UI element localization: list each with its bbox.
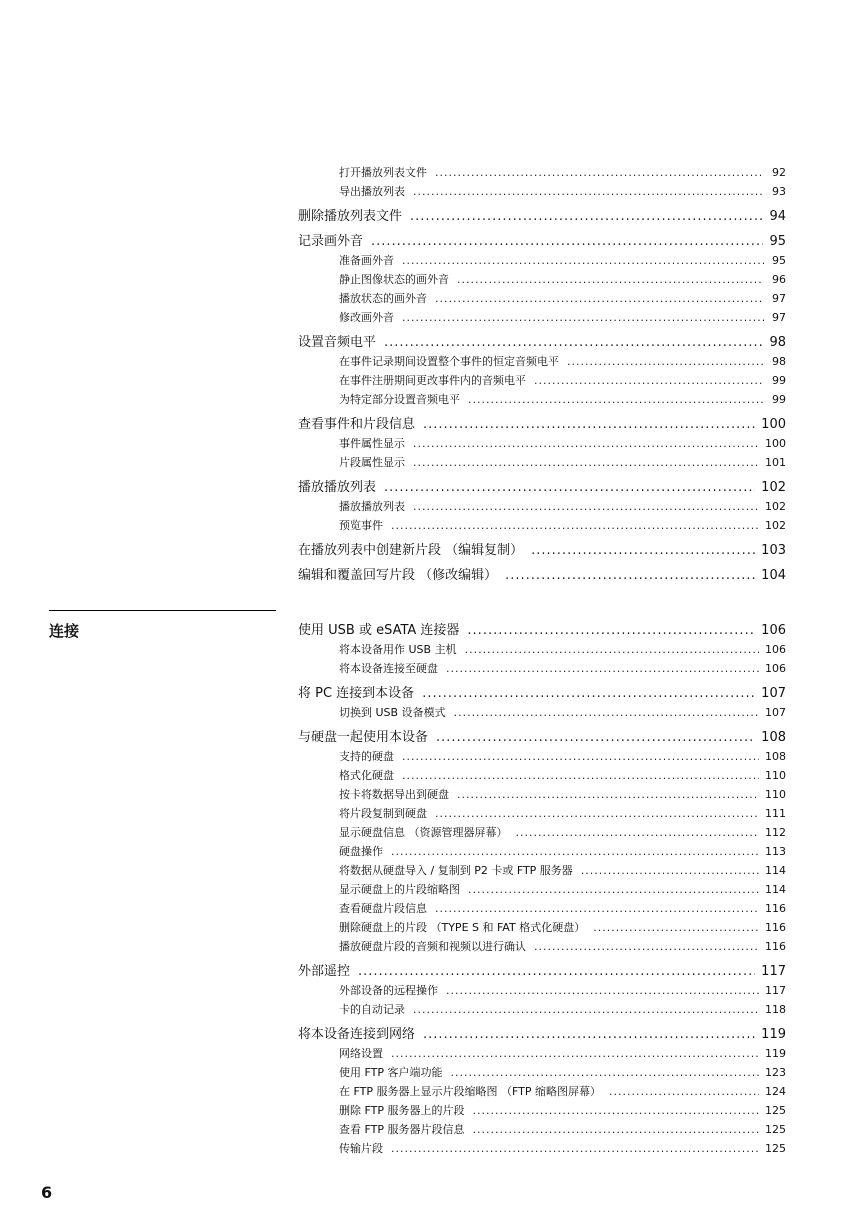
section-title: 连接: [49, 622, 80, 640]
toc-dot-leader: [531, 541, 755, 560]
toc-sub-entry[interactable]: [298, 352, 786, 371]
toc-page-number: 95: [769, 234, 786, 249]
toc-page-number: 110: [765, 788, 786, 801]
toc-dot-leader: [457, 785, 759, 804]
toc-dot-leader: [402, 308, 764, 327]
toc-page-number: 104: [761, 568, 786, 583]
toc-sub-entry[interactable]: [298, 182, 786, 201]
toc-entry-title: 在事件记录期间设置整个事件的恒定音频电平: [339, 355, 559, 368]
toc-dot-leader: [391, 1139, 759, 1158]
toc-entry-title: 格式化硬盘: [339, 769, 394, 782]
toc-sub-entry[interactable]: [298, 1101, 786, 1120]
section-divider: [49, 610, 276, 611]
toc-chapter-entry[interactable]: [298, 962, 786, 981]
toc-sub-entry[interactable]: [298, 516, 786, 535]
toc-sub-entry[interactable]: [298, 1139, 786, 1158]
toc-page-number: 117: [765, 984, 786, 997]
toc-dot-leader: [413, 434, 759, 453]
toc-dot-leader: [436, 728, 755, 747]
toc-dot-leader: [468, 390, 764, 409]
toc-sub-entry[interactable]: [298, 308, 786, 327]
toc-dot-leader: [534, 371, 764, 390]
toc-page-number: 112: [765, 826, 786, 839]
toc-entry-title: 导出播放列表: [339, 185, 405, 198]
toc-dot-leader: [413, 1000, 759, 1019]
toc-entry-title: 将本设备连接到网络: [298, 1027, 416, 1042]
toc-entry-title: 在事件注册期间更改事件内的音频电平: [339, 374, 526, 387]
toc-sub-entry[interactable]: [298, 747, 786, 766]
toc-dot-leader: [410, 207, 763, 226]
toc-entry-title: 卡的自动记录: [339, 1003, 405, 1016]
toc-sub-entry[interactable]: [298, 918, 786, 937]
toc-entry-title: 预览事件: [339, 519, 383, 532]
toc-page-number: 99: [772, 374, 786, 387]
toc-sub-entry[interactable]: [298, 1000, 786, 1019]
toc-entry-title: 片段属性显示: [339, 456, 405, 469]
toc-sub-entry[interactable]: [298, 453, 786, 472]
toc-dot-leader: [446, 981, 759, 1000]
toc-entry-title: 事件属性显示: [339, 437, 405, 450]
toc-entry-title: 使用 FTP 客户端功能: [339, 1066, 443, 1079]
toc-dot-leader: [581, 861, 759, 880]
toc-page-number: 118: [765, 1003, 786, 1016]
toc-chapter-entry[interactable]: [298, 541, 786, 560]
toc-dot-leader: [413, 497, 759, 516]
toc-chapter-entry[interactable]: [298, 478, 786, 497]
toc-page-number: 107: [765, 706, 786, 719]
toc-page-number: 98: [772, 355, 786, 368]
toc-dot-leader: [402, 766, 759, 785]
toc-dot-leader: [567, 352, 764, 371]
toc-page-number: 114: [765, 883, 786, 896]
toc-page-number: 106: [761, 623, 786, 638]
toc-chapter-entry[interactable]: [298, 684, 786, 703]
toc-dot-leader: [391, 842, 759, 861]
toc-page-number: 101: [765, 456, 786, 469]
toc-list-top: [298, 163, 786, 585]
toc-page-number: 108: [761, 730, 786, 745]
toc-sub-entry[interactable]: [298, 937, 786, 956]
toc-page-number: 110: [765, 769, 786, 782]
toc-page-number: 99: [772, 393, 786, 406]
toc-entry-title: 网络设置: [339, 1047, 383, 1060]
toc-chapter-entry[interactable]: [298, 566, 786, 585]
toc-dot-leader: [465, 640, 759, 659]
toc-sub-entry[interactable]: [298, 899, 786, 918]
toc-page-number: 113: [765, 845, 786, 858]
toc-page-number: 102: [765, 500, 786, 513]
toc-dot-leader: [413, 453, 759, 472]
toc-entry-title: 查看 FTP 服务器片段信息: [339, 1123, 465, 1136]
toc-page-number: 92: [772, 166, 786, 179]
toc-entry-title: 记录画外音: [298, 234, 364, 249]
toc-dot-leader: [516, 823, 760, 842]
toc-page-number: 100: [765, 437, 786, 450]
toc-entry-title: 播放播放列表: [339, 500, 405, 513]
toc-dot-leader: [609, 1082, 759, 1101]
toc-page-number: 125: [765, 1104, 786, 1117]
toc-sub-entry[interactable]: [298, 823, 786, 842]
toc-page-number: 125: [765, 1142, 786, 1155]
toc-list-connection: [298, 621, 786, 1158]
toc-dot-leader: [358, 962, 755, 981]
toc-sub-entry[interactable]: [298, 497, 786, 516]
toc-dot-leader: [446, 659, 759, 678]
toc-entry-title: 删除 FTP 服务器上的片段: [339, 1104, 465, 1117]
toc-page-number: 102: [765, 519, 786, 532]
toc-sub-entry[interactable]: [298, 842, 786, 861]
toc-chapter-entry[interactable]: [298, 207, 786, 226]
toc-page-number: 106: [765, 662, 786, 675]
toc-page-number: 116: [765, 921, 786, 934]
toc-dot-leader: [391, 1044, 759, 1063]
toc-dot-leader: [384, 478, 755, 497]
toc-dot-leader: [435, 163, 764, 182]
toc-entry-title: 在播放列表中创建新片段 （编辑复制）: [298, 543, 524, 558]
toc-page-number: 96: [772, 273, 786, 286]
toc-page-number: 97: [772, 311, 786, 324]
toc-entry-title: 删除硬盘上的片段 （TYPE S 和 FAT 格式化硬盘）: [339, 921, 586, 934]
toc-sub-entry[interactable]: [298, 434, 786, 453]
toc-page-number: 98: [769, 335, 786, 350]
toc-entry-title: 按卡将数据导出到硬盘: [339, 788, 449, 801]
toc-page-number: 103: [761, 543, 786, 558]
toc-page-number: 114: [765, 864, 786, 877]
toc-page-number: 119: [765, 1047, 786, 1060]
toc-entry-title: 修改画外音: [339, 311, 394, 324]
toc-sub-entry[interactable]: [298, 785, 786, 804]
toc-dot-leader: [593, 918, 759, 937]
toc-sub-entry[interactable]: [298, 861, 786, 880]
toc-sub-entry[interactable]: [298, 390, 786, 409]
toc-entry-title: 静止图像状态的画外音: [339, 273, 449, 286]
toc-entry-title: 为特定部分设置音频电平: [339, 393, 460, 406]
toc-sub-entry[interactable]: [298, 1082, 786, 1101]
toc-sub-entry[interactable]: [298, 163, 786, 182]
toc-sub-entry[interactable]: [298, 766, 786, 785]
toc-chapter-entry[interactable]: [298, 1025, 786, 1044]
toc-page-number: 102: [761, 480, 786, 495]
toc-entry-title: 外部遥控: [298, 964, 351, 979]
toc-dot-leader: [450, 1063, 759, 1082]
toc-page-number: 100: [761, 417, 786, 432]
toc-entry-title: 将片段复制到硬盘: [339, 807, 427, 820]
toc-dot-leader: [423, 1025, 755, 1044]
toc-entry-title: 使用 USB 或 eSATA 连接器: [298, 623, 460, 638]
toc-entry-title: 将本设备连接至硬盘: [339, 662, 438, 675]
toc-page-number: 116: [765, 902, 786, 915]
toc-entry-title: 显示硬盘上的片段缩略图: [339, 883, 460, 896]
toc-dot-leader: [435, 899, 759, 918]
toc-dot-leader: [457, 270, 764, 289]
toc-page-number: 117: [761, 964, 786, 979]
toc-dot-leader: [402, 747, 759, 766]
toc-sub-entry[interactable]: [298, 371, 786, 390]
toc-entry-title: 查看事件和片段信息: [298, 417, 416, 432]
toc-entry-title: 切换到 USB 设备模式: [339, 706, 446, 719]
toc-dot-leader: [422, 684, 755, 703]
toc-dot-leader: [472, 1120, 759, 1139]
toc-sub-entry[interactable]: [298, 703, 786, 722]
toc-sub-entry[interactable]: [298, 251, 786, 270]
toc-sub-entry[interactable]: [298, 1120, 786, 1139]
toc-page-number: 97: [772, 292, 786, 305]
toc-dot-leader: [454, 703, 759, 722]
toc-sub-entry[interactable]: [298, 659, 786, 678]
toc-page-number: 119: [761, 1027, 786, 1042]
toc-sub-entry[interactable]: [298, 1063, 786, 1082]
toc-entry-title: 将数据从硬盘导入 / 复制到 P2 卡或 FTP 服务器: [339, 864, 573, 877]
toc-chapter-entry[interactable]: [298, 621, 786, 640]
toc-entry-title: 编辑和覆盖回写片段 （修改编辑）: [298, 568, 498, 583]
toc-entry-title: 播放硬盘片段的音频和视频以进行确认: [339, 940, 526, 953]
toc-chapter-entry[interactable]: [298, 728, 786, 747]
toc-dot-leader: [423, 415, 755, 434]
toc-entry-title: 外部设备的远程操作: [339, 984, 438, 997]
toc-page-number: 106: [765, 643, 786, 656]
toc-entry-title: 传输片段: [339, 1142, 383, 1155]
toc-dot-leader: [505, 566, 755, 585]
toc-dot-leader: [435, 804, 759, 823]
toc-page-number: 95: [772, 254, 786, 267]
toc-entry-title: 打开播放列表文件: [339, 166, 427, 179]
toc-entry-title: 显示硬盘信息 （资源管理器屏幕）: [339, 826, 508, 839]
toc-page-number: 123: [765, 1066, 786, 1079]
toc-entry-title: 在 FTP 服务器上显示片段缩略图 （FTP 缩略图屏幕）: [339, 1085, 601, 1098]
toc-chapter-entry[interactable]: [298, 415, 786, 434]
toc-sub-entry[interactable]: [298, 981, 786, 1000]
toc-chapter-entry[interactable]: [298, 333, 786, 352]
toc-dot-leader: [534, 937, 759, 956]
toc-entry-title: 支持的硬盘: [339, 750, 394, 763]
toc-page-number: 93: [772, 185, 786, 198]
toc-page-number: 111: [765, 807, 786, 820]
toc-page-number: 124: [765, 1085, 786, 1098]
toc-chapter-entry[interactable]: [298, 232, 786, 251]
toc-entry-title: 播放状态的画外音: [339, 292, 427, 305]
toc-page-number: 108: [765, 750, 786, 763]
toc-dot-leader: [371, 232, 763, 251]
toc-dot-leader: [472, 1101, 759, 1120]
toc-dot-leader: [413, 182, 764, 201]
toc-entry-title: 与硬盘一起使用本设备: [298, 730, 429, 745]
toc-dot-leader: [467, 621, 755, 640]
toc-dot-leader: [384, 333, 763, 352]
toc-page-number: 94: [769, 209, 786, 224]
toc-entry-title: 播放播放列表: [298, 480, 377, 495]
toc-dot-leader: [435, 289, 764, 308]
toc-entry-title: 设置音频电平: [298, 335, 377, 350]
toc-page-number: 125: [765, 1123, 786, 1136]
toc-dot-leader: [468, 880, 759, 899]
toc-dot-leader: [402, 251, 764, 270]
toc-sub-entry[interactable]: [298, 270, 786, 289]
toc-entry-title: 硬盘操作: [339, 845, 383, 858]
toc-sub-entry[interactable]: [298, 804, 786, 823]
toc-entry-title: 将本设备用作 USB 主机: [339, 643, 457, 656]
toc-sub-entry[interactable]: [298, 640, 786, 659]
toc-sub-entry[interactable]: [298, 1044, 786, 1063]
toc-dot-leader: [391, 516, 759, 535]
page-number: 6: [41, 1183, 53, 1202]
toc-entry-title: 准备画外音: [339, 254, 394, 267]
toc-sub-entry[interactable]: [298, 880, 786, 899]
toc-entry-title: 删除播放列表文件: [298, 209, 403, 224]
toc-page-number: 107: [761, 686, 786, 701]
toc-entry-title: 将 PC 连接到本设备: [298, 686, 415, 701]
toc-page-number: 116: [765, 940, 786, 953]
toc-sub-entry[interactable]: [298, 289, 786, 308]
toc-entry-title: 查看硬盘片段信息: [339, 902, 427, 915]
